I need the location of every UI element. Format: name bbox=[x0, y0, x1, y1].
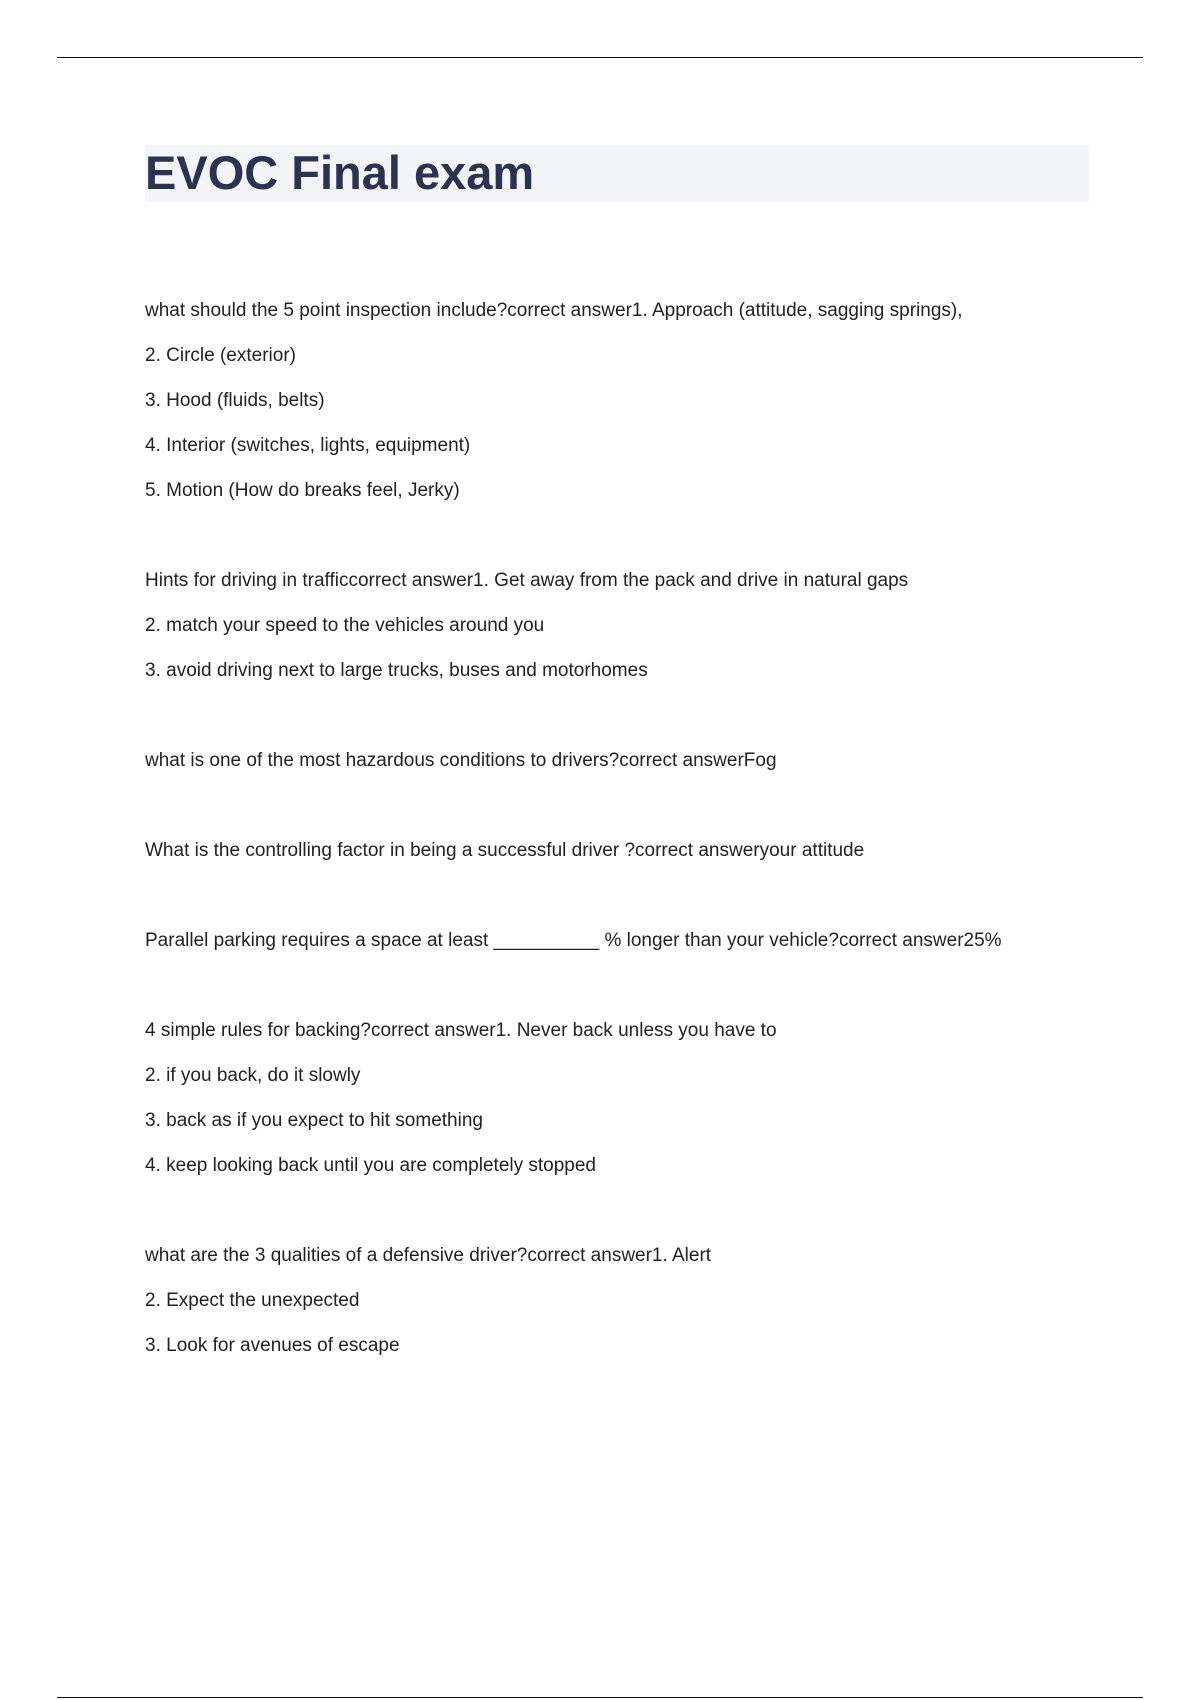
qa-line: 3. avoid driving next to large trucks, buses and motorhomes bbox=[145, 660, 648, 681]
document-body bbox=[145, 288, 1105, 1413]
qa-block-controlling-factor bbox=[145, 828, 1105, 873]
qa-line: Parallel parking requires a space at least __________ % longer than your vehicle?correct answer25% bbox=[145, 930, 1002, 951]
qa-line: 4. Interior (switches, lights, equipment) bbox=[145, 435, 471, 456]
qa-block-traffic bbox=[145, 558, 1105, 693]
qa-line: 4 simple rules for backing?correct answer1. Never back unless you have to bbox=[145, 1020, 777, 1041]
qa-block-hazardous bbox=[145, 738, 1105, 783]
qa-line: 2. match your speed to the vehicles around you bbox=[145, 615, 545, 636]
qa-line: 4. keep looking back until you are completely stopped bbox=[145, 1155, 596, 1176]
qa-block-parallel-parking bbox=[145, 918, 1105, 963]
qa-line: 3. Look for avenues of escape bbox=[145, 1335, 400, 1356]
qa-block-inspection bbox=[145, 288, 1105, 513]
qa-block-defensive-driver bbox=[145, 1233, 1105, 1368]
qa-line: 5. Motion (How do breaks feel, Jerky) bbox=[145, 480, 460, 501]
qa-line: What is the controlling factor in being a successful driver ?correct answeryour attitude bbox=[145, 840, 865, 861]
qa-line: 3. back as if you expect to hit something bbox=[145, 1110, 483, 1131]
qa-line: 2. Circle (exterior) bbox=[145, 345, 296, 366]
qa-block-backing bbox=[145, 1008, 1105, 1188]
qa-line: 2. Expect the unexpected bbox=[145, 1290, 360, 1311]
qa-line: what are the 3 qualities of a defensive driver?correct answer1. Alert bbox=[145, 1245, 712, 1266]
qa-line: 2. if you back, do it slowly bbox=[145, 1065, 361, 1086]
document-title: EVOC Final exam bbox=[145, 146, 535, 199]
top-rule bbox=[57, 57, 1143, 58]
qa-line: 3. Hood (fluids, belts) bbox=[145, 390, 325, 411]
qa-line: what is one of the most hazardous conditions to drivers?correct answerFog bbox=[145, 750, 777, 771]
bottom-rule bbox=[57, 1697, 1143, 1698]
qa-line: Hints for driving in trafficcorrect answer1. Get away from the pack and drive in natural gaps bbox=[145, 570, 909, 591]
qa-line: what should the 5 point inspection include?correct answer1. Approach (attitude, sagging springs), bbox=[145, 300, 963, 321]
